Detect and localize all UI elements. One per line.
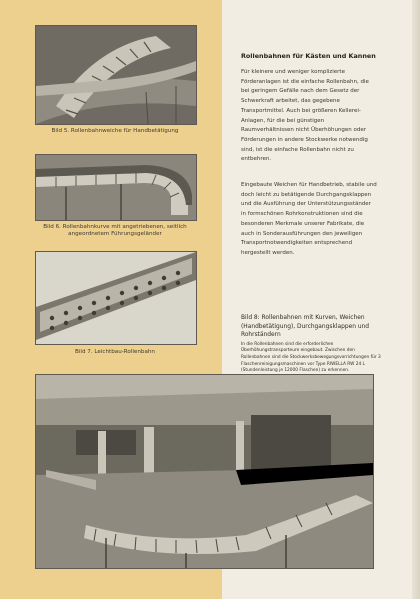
photo-bild-8 xyxy=(35,374,374,569)
section-heading: Rollenbahnen für Kästen und Kannen xyxy=(241,52,376,60)
photo-bild-7 xyxy=(35,251,197,345)
caption-bild-5: Bild 5. Rollenbahnweiche für Handbetätigung xyxy=(51,128,179,134)
roller-switch-image xyxy=(36,26,196,124)
photo-bild-5 xyxy=(35,25,197,125)
page-edge-shadow xyxy=(412,0,420,599)
caption-bild-6: Bild 6. Rollenbahnkurve mit angetriebenen, seitlich angeordnetem Führungsgeländer xyxy=(43,224,187,237)
roller-curve-image xyxy=(36,155,196,220)
caption-bild-7: Bild 7. Leichtbau-Rollenbahn xyxy=(75,349,155,355)
paragraph-2: Eingebaute Weichen für Handbetrieb, stabile und doch leicht zu betätigende Durchgangsklappen und die Ausführung der Unterstützungsständer in formschönen Rohrkonstruktionen sind die besonderen Merkmale unserer Fabrikate, die auch in Sonderausführungen den jeweiligen Transportnotwendigkeiten entsprechend hergestellt werden. xyxy=(241,182,377,256)
photo-bild-6 xyxy=(35,154,197,221)
lightweight-roller-image xyxy=(36,252,196,344)
factory-hall-image xyxy=(36,375,373,568)
paragraph-1: Für kleinere und weniger komplizierte Förderanlagen ist die einfache Rollenbahn, die bei geringem Gefälle nach dem Gesetz der Schwerkraft arbeitet, das gegebene Transportmittel. Auch bei größeren Kellerei-Anlagen, für die bei günstigen Raumverhältnissen nicht Überhöhungen oder Förderungen in andere Stockwerke notwendig sind, ist die einfache Rollenbahn nicht zu entbehren. xyxy=(241,69,369,163)
caption-bild-8-detail: In die Rollenbahnen sind die erforderlichen Überhöhungstransporteure eingebaut. Zwischen den Rollenbahnen sind die Stockwerksbewegungsvorrichtungen für 3 Flaschenreinigungsmaschinen vor Type RIWELLA RW 24 L (Stundenleistung je 12000 Flaschen) zu erkennen. xyxy=(241,341,381,374)
caption-bild-8-title: Bild 8: Rollenbahnen mit Kurven, Weichen (Handbetätigung), Durchgangsklappen und Rohrständern xyxy=(241,315,370,339)
caption-bild-8 xyxy=(241,314,381,375)
